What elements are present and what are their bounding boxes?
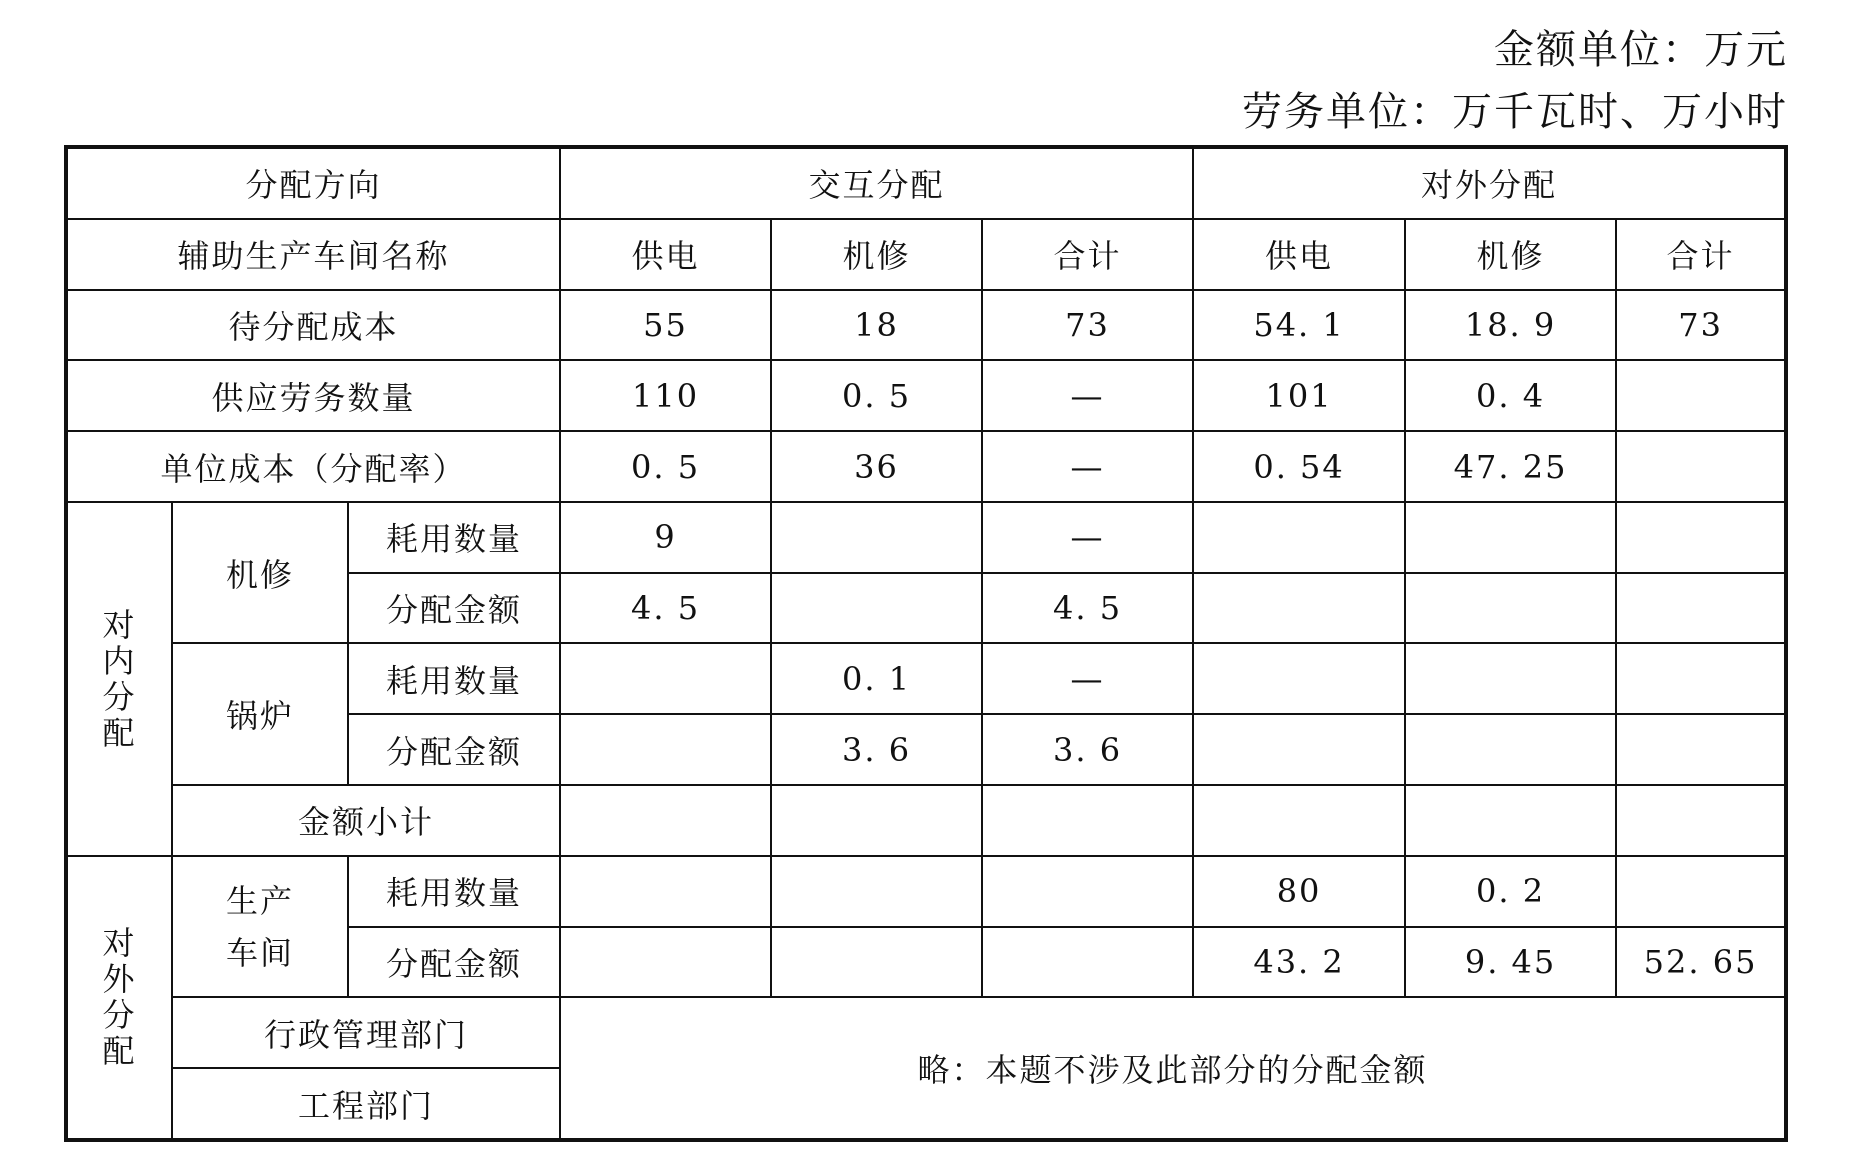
table-cell bbox=[560, 714, 771, 785]
consume-qty-label: 耗用数量 bbox=[348, 643, 560, 714]
table-cell: 9. 45 bbox=[1405, 927, 1616, 998]
workshop-name-header: 辅助生产车间名称 bbox=[66, 219, 560, 290]
cost-label: 待分配成本 bbox=[66, 290, 560, 361]
internal-subtotal-row bbox=[66, 785, 1786, 856]
table-cell: 3. 6 bbox=[771, 714, 982, 785]
table-cell: 9 bbox=[560, 502, 771, 573]
table-cell: 4. 5 bbox=[560, 573, 771, 644]
table-cell: — bbox=[982, 360, 1193, 431]
external-repair-header: 机修 bbox=[1405, 219, 1616, 290]
table-cell: 73 bbox=[982, 290, 1193, 361]
table-cell bbox=[1616, 431, 1786, 502]
direction-header: 分配方向 bbox=[66, 147, 560, 219]
internal-repair-label: 机修 bbox=[172, 502, 348, 644]
table-cell bbox=[1616, 502, 1786, 573]
table-cell bbox=[1616, 785, 1786, 856]
table-cell: 4. 5 bbox=[982, 573, 1193, 644]
table-cell: 0. 2 bbox=[1405, 856, 1616, 927]
external-power-header: 供电 bbox=[1193, 219, 1405, 290]
table-cell: 0. 54 bbox=[1193, 431, 1405, 502]
consume-qty-label: 耗用数量 bbox=[348, 502, 560, 573]
mutual-total-header: 合计 bbox=[982, 219, 1193, 290]
table-cell bbox=[1405, 643, 1616, 714]
table-cell: — bbox=[982, 643, 1193, 714]
table-cell bbox=[1405, 502, 1616, 573]
alloc-amount-label: 分配金额 bbox=[348, 714, 560, 785]
table-cell bbox=[1193, 502, 1405, 573]
table-cell: 110 bbox=[560, 360, 771, 431]
table-cell: — bbox=[982, 502, 1193, 573]
quantity-row bbox=[66, 360, 1786, 431]
alloc-amount-label: 分配金额 bbox=[348, 927, 560, 998]
production-workshop-label: 生产 车间 bbox=[172, 856, 348, 998]
table-cell bbox=[1405, 573, 1616, 644]
mutual-repair-header: 机修 bbox=[771, 219, 982, 290]
table-cell bbox=[1616, 360, 1786, 431]
table-cell bbox=[560, 643, 771, 714]
external-prod-qty-row bbox=[66, 856, 1786, 927]
omitted-note: 略：本题不涉及此部分的分配金额 bbox=[560, 997, 1786, 1140]
table-cell bbox=[982, 856, 1193, 927]
table-cell: 0. 5 bbox=[771, 360, 982, 431]
internal-allocation-label: 对内分配 bbox=[66, 502, 172, 856]
table-cell bbox=[1405, 714, 1616, 785]
table-cell: 55 bbox=[560, 290, 771, 361]
table-cell: 47. 25 bbox=[1405, 431, 1616, 502]
table-cell: 80 bbox=[1193, 856, 1405, 927]
allocation-table bbox=[64, 145, 1788, 1142]
admin-dept-label: 行政管理部门 bbox=[172, 997, 560, 1068]
table-cell bbox=[1193, 785, 1405, 856]
table-cell bbox=[560, 856, 771, 927]
table-cell bbox=[982, 785, 1193, 856]
amount-unit-note: 金额单位：万元 bbox=[1494, 27, 1788, 73]
table-cell bbox=[1616, 856, 1786, 927]
table-cell bbox=[1405, 785, 1616, 856]
header-row-direction bbox=[66, 147, 1786, 219]
table-cell bbox=[771, 927, 982, 998]
table-cell bbox=[1193, 643, 1405, 714]
table-cell: 3. 6 bbox=[982, 714, 1193, 785]
mutual-power-header: 供电 bbox=[560, 219, 771, 290]
consume-qty-label: 耗用数量 bbox=[348, 856, 560, 927]
table-cell: 54. 1 bbox=[1193, 290, 1405, 361]
table-cell: 73 bbox=[1616, 290, 1786, 361]
table-cell: 0. 5 bbox=[560, 431, 771, 502]
quantity-label: 供应劳务数量 bbox=[66, 360, 560, 431]
table-cell: 18. 9 bbox=[1405, 290, 1616, 361]
external-allocation-header: 对外分配 bbox=[1193, 147, 1786, 219]
table-cell: 36 bbox=[771, 431, 982, 502]
table-cell: 0. 1 bbox=[771, 643, 982, 714]
labor-unit-note: 劳务单位：万千瓦时、万小时 bbox=[1242, 89, 1788, 135]
internal-boiler-label: 锅炉 bbox=[172, 643, 348, 785]
table-cell bbox=[771, 856, 982, 927]
table-cell bbox=[771, 573, 982, 644]
table-cell: 43. 2 bbox=[1193, 927, 1405, 998]
table-cell bbox=[771, 785, 982, 856]
table-cell: 0. 4 bbox=[1405, 360, 1616, 431]
table-cell bbox=[771, 502, 982, 573]
table-cell bbox=[982, 927, 1193, 998]
table-cell: 101 bbox=[1193, 360, 1405, 431]
external-allocation-label: 对外分配 bbox=[66, 856, 172, 1140]
table-cell bbox=[560, 927, 771, 998]
table-cell bbox=[1616, 643, 1786, 714]
mutual-allocation-header: 交互分配 bbox=[560, 147, 1193, 219]
table-cell: 18 bbox=[771, 290, 982, 361]
internal-repair-qty-row bbox=[66, 502, 1786, 573]
external-admin-row bbox=[66, 997, 1786, 1068]
table-cell: — bbox=[982, 431, 1193, 502]
alloc-amount-label: 分配金额 bbox=[348, 573, 560, 644]
table-cell bbox=[1193, 573, 1405, 644]
table-cell bbox=[1193, 714, 1405, 785]
table-cell: 52. 65 bbox=[1616, 927, 1786, 998]
table-cell bbox=[1616, 573, 1786, 644]
rate-label: 单位成本（分配率） bbox=[66, 431, 560, 502]
subtotal-label: 金额小计 bbox=[172, 785, 560, 856]
table-cell bbox=[560, 785, 771, 856]
internal-boiler-qty-row bbox=[66, 643, 1786, 714]
cost-row bbox=[66, 290, 1786, 361]
external-total-header: 合计 bbox=[1616, 219, 1786, 290]
table-cell bbox=[1616, 714, 1786, 785]
rate-row bbox=[66, 431, 1786, 502]
header-row-workshop bbox=[66, 219, 1786, 290]
engineering-dept-label: 工程部门 bbox=[172, 1068, 560, 1140]
